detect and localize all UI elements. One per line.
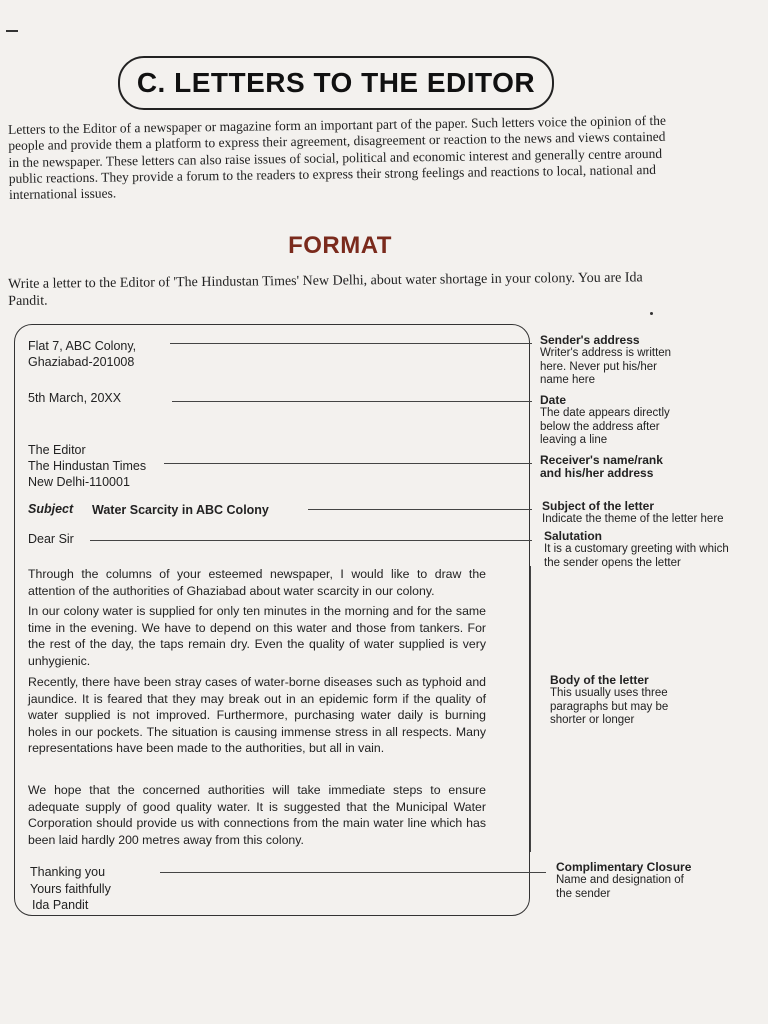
intro-paragraph: Letters to the Editor of a newspaper or magazine form an important part of the paper. Such letters voice the opinion of the people and provide them a platform to express their agreement, disagreement or reaction to the news and views contained in the newspaper. These letters can also raise issues of social, political and economic interest and generally centre around public reactions. They provide a forum to the readers to express their strong feelings and reactions to local, national and international issues.: [8, 112, 667, 203]
sender-address-line1: Flat 7, ABC Colony,: [28, 339, 137, 353]
page-title: C. LETTERS TO THE EDITOR: [136, 67, 536, 98]
closing-signoff: Yours faithfully: [30, 882, 111, 896]
leader-closure: [160, 872, 546, 873]
annotation-sender-title: Sender's address: [540, 333, 640, 347]
leader-sender: [170, 343, 532, 344]
annotation-body: [550, 674, 750, 728]
title-banner: [118, 56, 554, 110]
leader-date: [172, 401, 532, 402]
subject-text: Water Scarcity in ABC Colony: [92, 503, 269, 517]
body-paragraph-3: Recently, there have been stray cases of water-borne diseases such as typhoid and jaundice. It is feared that they may break out in an epidemic form if the quality of water supplied is not improved. Furthermore, purchasing water daily is burning holes in our pockets. The situation is causing immense stress in all respects. Many representations have been made to the authorities, but all in vain.: [28, 675, 486, 756]
annotation-body-desc: This usually uses three paragraphs but may be shorter or longer: [550, 687, 669, 727]
annotation-sender-desc: Writer's address is written here. Never put his/her name here: [540, 347, 672, 387]
leader-salutation: [90, 540, 532, 541]
salutation: Dear Sir: [28, 532, 74, 546]
subject-label: Subject: [28, 502, 74, 516]
annotation-closure-desc: Name and designation of the sender: [556, 874, 684, 900]
annotation-subject: [542, 500, 742, 527]
annotation-salutation-title: Salutation: [544, 529, 603, 543]
closing-thanks: Thanking you: [30, 865, 106, 879]
annotation-receiver-title: Receiver's name/rank and his/her address: [540, 453, 663, 481]
sender-name: Ida Pandit: [32, 898, 89, 912]
stray-dot: [650, 312, 653, 315]
body-paragraph-1: Through the columns of your esteemed newspaper, I would like to draw the attention of the authorities of Ghaziabad about water scarcity in our colony.: [28, 567, 486, 598]
page-mark: [6, 30, 18, 32]
letter-date: 5th March, 20XX: [28, 391, 122, 405]
annotation-subject-desc: Indicate the theme of the letter here: [542, 513, 724, 526]
annotation-body-title: Body of the letter: [550, 673, 649, 687]
annotation-closure: [556, 861, 756, 901]
annotation-closure-title: Complimentary Closure: [556, 860, 692, 874]
body-paragraph-4: We hope that the concerned authorities will take immediate steps to ensure adequate supply of good quality water. It is suggested that the Municipal Water Corporation should provide us with connections from the main water line which has been laid hardly 200 metres away from this colony.: [28, 783, 486, 847]
annotation-salutation-desc: It is a customary greeting with which the sender opens the letter: [544, 543, 729, 569]
receiver-line2: The Hindustan Times: [28, 459, 147, 473]
annotation-receiver: [540, 454, 680, 481]
annotation-subject-title: Subject of the letter: [542, 499, 655, 513]
body-bracket: [530, 566, 531, 852]
format-heading: FORMAT: [288, 232, 392, 259]
receiver-line3: New Delhi-110001: [28, 475, 130, 489]
receiver-line1: The Editor: [28, 443, 86, 457]
body-paragraph-2: In our colony water is supplied for only ten minutes in the morning and for the same time in the evening. We have to depend on this water and those from tankers. For the rest of the day, the taps remain dry. Even the quality of water supplied is very unhygienic.: [28, 604, 486, 668]
question-prompt: Write a letter to the Editor of 'The Hindustan Times' New Delhi, about water shortage in your colony. You are Ida Pandit.: [8, 270, 643, 309]
sender-address-line2: Ghaziabad-201008: [28, 355, 135, 369]
annotation-date-title: Date: [540, 393, 567, 407]
leader-receiver: [164, 463, 532, 464]
leader-subject: [308, 509, 532, 510]
annotation-date: [540, 394, 740, 448]
annotation-salutation: [544, 530, 744, 570]
annotation-sender: [540, 334, 740, 388]
annotation-date-desc: The date appears directly below the address after leaving a line: [540, 407, 670, 447]
